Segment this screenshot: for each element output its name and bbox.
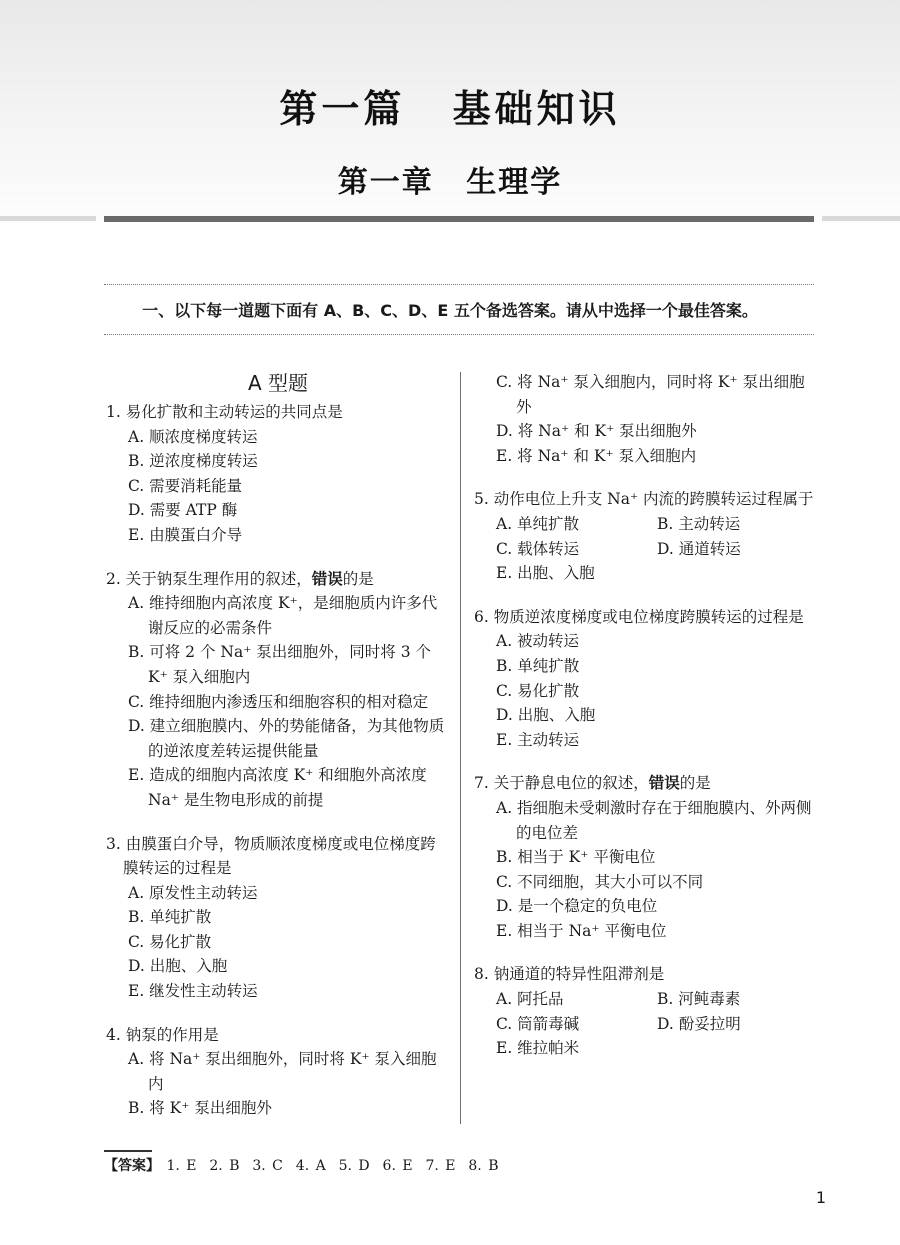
part-title: 第一篇 基础知识 — [279, 87, 621, 131]
option: C. 载体转运 — [496, 539, 580, 558]
option: A. 单纯扩散 — [496, 514, 580, 533]
right-column — [474, 370, 818, 1080]
stem-text: 的是 — [342, 569, 374, 588]
option: C. 筒箭毒碱 — [496, 1014, 580, 1033]
option: B. 单纯扩散 — [496, 656, 580, 675]
option: A. 顺浓度梯度转运 — [128, 427, 258, 446]
question-5 — [474, 487, 818, 585]
option: B. 河鲀毒素 — [657, 990, 741, 1009]
option: D. 出胞、入胞 — [128, 957, 228, 976]
question-stem: 3. 由膜蛋白介导，物质顺浓度梯度或电位梯度跨膜转运的过程是 — [106, 834, 436, 878]
option: E. 继发性主动转运 — [128, 982, 258, 1001]
stem-keyword: 错误 — [311, 569, 343, 588]
question-stem — [474, 771, 818, 796]
option: E. 相当于 Na⁺ 平衡电位 — [496, 921, 667, 940]
question-7 — [474, 771, 818, 943]
question-4 — [106, 1023, 450, 1121]
option: B. 主动转运 — [657, 514, 741, 533]
title-rule-right — [822, 216, 900, 221]
answer-text: 1. E 2. B 3. C 4. A 5. D 6. E 7. E 8. B — [166, 1158, 499, 1174]
option: D. 通道转运 — [657, 539, 741, 558]
question-stem — [106, 567, 450, 592]
left-column — [106, 370, 450, 1140]
option: A. 阿托品 — [496, 990, 564, 1009]
question-6 — [474, 605, 818, 753]
stem-text: 7. 关于静息电位的叙述， — [474, 774, 649, 793]
stem-keyword: 错误 — [648, 774, 680, 793]
option-row — [474, 512, 818, 537]
option: A. 维持细胞内高浓度 K⁺，是细胞质内许多代谢反应的必需条件 — [128, 594, 438, 637]
option: A. 原发性主动转运 — [128, 883, 258, 902]
option: C. 易化扩散 — [128, 932, 212, 951]
question-2 — [106, 567, 450, 813]
stem-text: 的是 — [679, 774, 711, 793]
option: B. 单纯扩散 — [128, 908, 212, 927]
option-row — [474, 1012, 818, 1037]
option: E. 由膜蛋白介导 — [128, 525, 243, 544]
section-title: A 型题 — [247, 371, 309, 395]
question-stem: 8. 钠通道的特异性阻滞剂是 — [474, 965, 665, 984]
question-stem: 4. 钠泵的作用是 — [106, 1025, 219, 1044]
instruction-text: 一、以下每一道题下面有 A、B、C、D、E 五个备选答案。请从中选择一个最佳答案。 — [142, 301, 758, 320]
question-stem: 1. 易化扩散和主动转运的共同点是 — [106, 403, 343, 421]
option: C. 不同细胞，其大小可以不同 — [496, 872, 704, 891]
question-1 — [106, 400, 450, 548]
question-stem: 5. 动作电位上升支 Na⁺ 内流的跨膜转运过程属于 — [474, 490, 814, 509]
option: D. 出胞、入胞 — [496, 706, 596, 725]
column-divider — [460, 372, 461, 1124]
stem-text: 2. 关于钠泵生理作用的叙述， — [106, 569, 312, 588]
option: D. 将 Na⁺ 和 K⁺ 泵出细胞外 — [496, 422, 697, 441]
option: A. 将 Na⁺ 泵出细胞外，同时将 K⁺ 泵入细胞内 — [128, 1050, 437, 1093]
answer-rule — [104, 1150, 152, 1152]
instruction-border-bottom — [104, 334, 814, 335]
option: C. 维持细胞内渗透压和细胞容积的相对稳定 — [128, 692, 429, 711]
option: A. 指细胞未受刺激时存在于细胞膜内、外两侧的电位差 — [496, 798, 812, 842]
question-8 — [474, 962, 818, 1060]
option: B. 相当于 K⁺ 平衡电位 — [496, 848, 656, 867]
option: A. 被动转运 — [496, 632, 580, 651]
page-number: 1 — [815, 1188, 826, 1207]
title-rule — [104, 216, 814, 222]
title-rule-left — [0, 216, 96, 221]
option: B. 可将 2 个 Na⁺ 泵出细胞外，同时将 3 个 K⁺ 泵入细胞内 — [128, 643, 432, 686]
option: D. 需要 ATP 酶 — [128, 501, 238, 520]
option: E. 造成的细胞内高浓度 K⁺ 和细胞外高浓度 Na⁺ 是生物电形成的前提 — [128, 766, 427, 809]
option: D. 酚妥拉明 — [657, 1014, 741, 1033]
question-3 — [106, 832, 450, 1004]
option-row — [474, 537, 818, 562]
instruction-border-top — [104, 284, 814, 285]
option: C. 将 Na⁺ 泵入细胞内，同时将 K⁺ 泵出细胞外 — [496, 373, 805, 416]
chapter-title: 第一章 生理学 — [337, 165, 563, 200]
option: B. 将 K⁺ 泵出细胞外 — [128, 1099, 272, 1118]
option: D. 建立细胞膜内、外的势能储备，为其他物质的逆浓度差转运提供能量 — [128, 717, 445, 760]
question-stem: 6. 物质逆浓度梯度或电位梯度跨膜转运的过程是 — [474, 607, 804, 626]
option: C. 需要消耗能量 — [128, 476, 243, 495]
option: B. 逆浓度梯度转运 — [128, 452, 258, 471]
answer-label: 【答案】 — [104, 1158, 160, 1174]
answer-key — [104, 1155, 499, 1175]
option: D. 是一个稳定的负电位 — [496, 897, 658, 916]
option: E. 维拉帕米 — [496, 1039, 580, 1058]
option: E. 出胞、入胞 — [496, 564, 595, 583]
question-4-continued — [474, 370, 818, 468]
option: C. 易化扩散 — [496, 681, 580, 700]
option: E. 主动转运 — [496, 730, 580, 749]
option-row — [474, 987, 818, 1012]
option: E. 将 Na⁺ 和 K⁺ 泵入细胞内 — [496, 446, 697, 465]
